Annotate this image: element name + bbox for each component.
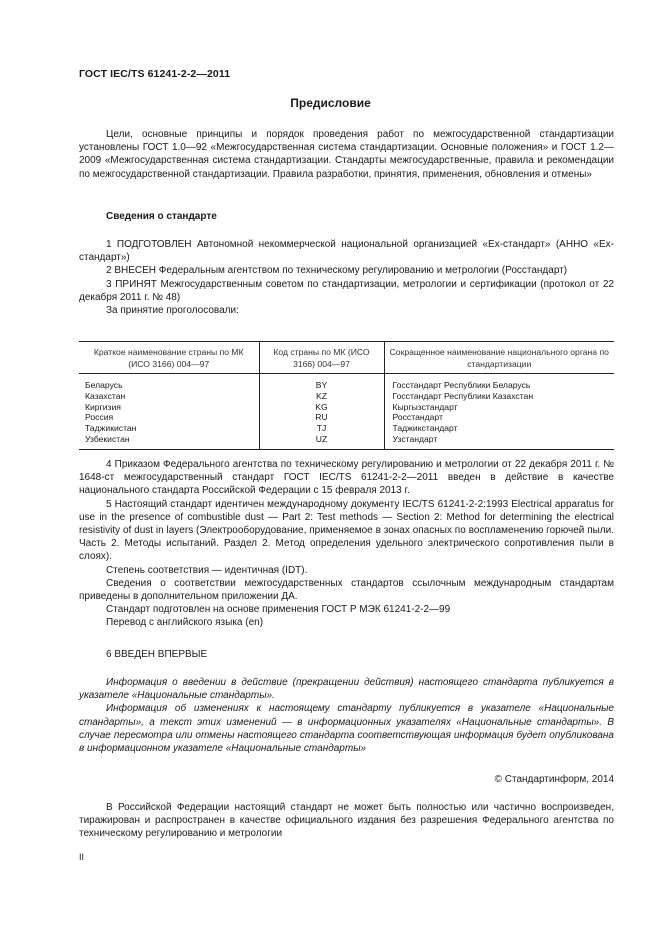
copyright: © Стандартинформ, 2014 bbox=[494, 774, 614, 785]
conformity-degree: Степень соответствия — идентичная (IDT). bbox=[106, 564, 308, 576]
item-3: 3 ПРИНЯТ Межгосударственным советом по стандартизации, метрологии и сертификации (протокол от 22 декабря 2011 г. № 48) bbox=[79, 278, 614, 303]
section-subheading: Сведения о стандарте bbox=[106, 211, 217, 222]
intro-block bbox=[79, 128, 614, 181]
table-cell-body: Госстандарт Республики Казахстан bbox=[384, 391, 614, 402]
item-2: 2 ВНЕСЕН Федеральным агентством по техническому регулированию и метрологии (Росстандарт) bbox=[106, 265, 568, 277]
table-header-country: Краткое наименование страны по МК (ИСО 3166) 004—97 bbox=[79, 342, 259, 374]
document-header: ГОСТ IEC/TS 61241-2-2—2011 bbox=[79, 68, 231, 80]
item-4: 4 Приказом Федерального агентства по техническому регулированию и метрологии от 22 декабря 2011 г. № 1648-ст межгосударственный стандарт ГОСТ IEC/TS 61241-2-2—2011 введен в действие в качестве национального стандарта Российской Федерации с 15 февраля 2013 г. bbox=[79, 459, 614, 497]
notice-2: Информация об изменениях к настоящему стандарту публикуется в указателе «Национальные стандарты», а текст этих изменений — в информационных указателях «Национальные стандарты». В случае пересмотра или отмены настоящего стандарта соответствующая информация будет опубликована в информационном указателе «Национальные стандарты» bbox=[79, 703, 614, 755]
intro-paragraph: Цели, основные принципы и порядок проведения работ по межгосударственной стандартизации установлены ГОСТ 1.0—92 «Межгосударственная система стандартизации. Основные положения» и ГОСТ 1.2—2009 «Межгосударственная система стандартизации. Стандарты межгосударственные, правила и рекомендации по межгосударственной стандартизации. Правила разработки, принятия, применения, обновления и отмены» bbox=[79, 129, 614, 180]
conformity-info: Сведения о соответствии межгосударственных стандартов ссылочным международным стандартам приведены в дополнительном приложении ДА. bbox=[79, 577, 614, 603]
vote-label: За принятие проголосовали: bbox=[106, 305, 239, 317]
page-title: Предисловие bbox=[290, 96, 371, 110]
table-cell-body: Узстандарт bbox=[384, 434, 614, 449]
table-row bbox=[79, 391, 614, 402]
translation-note: Перевод с английского языка (en) bbox=[106, 617, 264, 629]
table-cell-code: KG bbox=[259, 402, 384, 413]
item-1: 1 ПОДГОТОВЛЕН Автономной некоммерческой национальной организацией «Ех-стандарт» (АННО «Ех-стандарт») bbox=[79, 239, 614, 264]
notice-block bbox=[79, 676, 614, 755]
table-cell-code: TJ bbox=[259, 423, 384, 434]
table-cell-country: Узбекистан bbox=[79, 434, 259, 449]
legal-block bbox=[79, 801, 614, 841]
table-cell-code: UZ bbox=[259, 434, 384, 449]
basis-note: Стандарт подготовлен на основе применения ГОСТ Р МЭК 61241-2-2—99 bbox=[106, 604, 451, 616]
table-cell-code: RU bbox=[259, 412, 384, 423]
table-header-code: Код страны по МК (ИСО 3166) 004—97 bbox=[259, 342, 384, 374]
table-row bbox=[79, 402, 614, 413]
notice-1: Информация о введении в действие (прекращении действия) настоящего стандарта публикуется в указателе «Национальные стандарты». bbox=[79, 677, 614, 702]
table-header-row bbox=[79, 342, 614, 374]
after-table-block bbox=[79, 458, 614, 630]
table-cell-country: Россия bbox=[79, 412, 259, 423]
table-row bbox=[79, 374, 614, 391]
table-cell-body: Таджикстандарт bbox=[384, 423, 614, 434]
table-row bbox=[79, 412, 614, 423]
table-row bbox=[79, 434, 614, 449]
table-cell-country: Киргизия bbox=[79, 402, 259, 413]
table-cell-country: Беларусь bbox=[79, 374, 259, 391]
item-5: 5 Настоящий стандарт идентичен международному документу IEC/TS 61241-2-2:1993 Electrical apparatus for use in the presence of combustible dust — Part 2: Test methods — Section 2: Method for determining the electrical resistivity of dust in layers (Электрооборудование, применяемое в зонах опасных по воспламенению горючей пыли. Часть 2. Методы испытаний. Раздел 2. Метод определения удельного электрического сопротивления пыли в слоях). bbox=[79, 498, 614, 563]
table-cell-code: KZ bbox=[259, 391, 384, 402]
table-cell-body: Кыргызстандарт bbox=[384, 402, 614, 413]
items-block bbox=[79, 238, 614, 317]
legal-notice: В Российской Федерации настоящий стандарт не может быть полностью или частично воспроизведен, тиражирован и распространен в качестве официального издания без разрешения Федерального агентства по техническому регулированию и метрологии bbox=[79, 802, 614, 840]
voting-table bbox=[79, 341, 614, 450]
table-row bbox=[79, 423, 614, 434]
table-header-body: Сокращенное наименование национального органа по стандартизации bbox=[384, 342, 614, 374]
table-cell-body: Госстандарт Республики Беларусь bbox=[384, 374, 614, 391]
item-6: 6 ВВЕДЕН ВПЕРВЫЕ bbox=[106, 649, 208, 660]
table-cell-country: Таджикистан bbox=[79, 423, 259, 434]
item-6-block bbox=[79, 648, 614, 661]
table-cell-code: BY bbox=[259, 374, 384, 391]
table-cell-body: Росстандарт bbox=[384, 412, 614, 423]
page-number: II bbox=[79, 852, 85, 862]
table-cell-country: Казахстан bbox=[79, 391, 259, 402]
